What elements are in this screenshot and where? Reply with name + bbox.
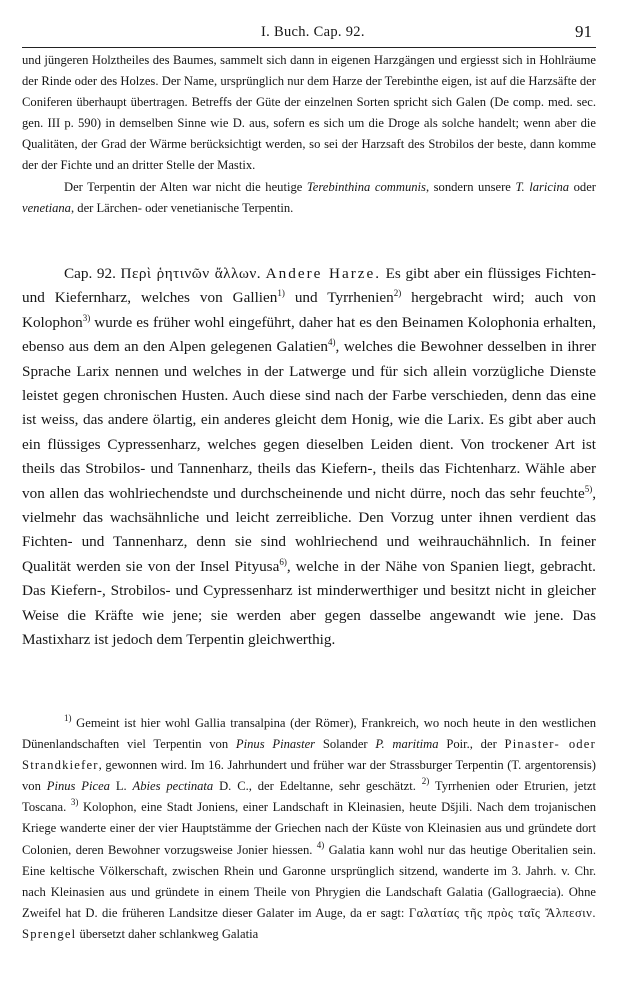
footnote-ref-1: 1) [277,288,285,299]
commentary-paragraph-1: und jüngeren Holztheiles des Baumes, sammelt sich dann in eigenen Harzgängen und ergiesst sich in Hohlräume der Rinde oder des Holzes. Der Name, ursprünglich nur dem Harze der Terebinthe eigen, ist auf die Harzsäfte der Coniferen überhaupt übertragen. Betreffs der Güte der einzelnen Sorten spricht sich Galen (De comp. med. sec. gen. III p. 590) in demselben Sinne wie D. aus, sofern es sich um die Droge als solche handelt; wenn aber die Qualitäten, der Grad der Wärme berücksichtigt werden, so sei der Harzsaft des Strobilos der beste, dann komme der der Fichte und an dritter Stelle der Mastix. [22,53,596,173]
chapter-label: Cap. 92. [64,265,116,282]
footnote-ref-6: 6) [279,556,287,567]
footnote-marker-4: 4) [316,839,325,850]
header-rule [22,47,596,48]
greek-title: Περὶ ῥητινῶν ἄλλων. [120,265,262,282]
chapter-heading: Andere Harze. [265,265,382,282]
chapter-92-text [22,262,596,653]
page-number: 91 [575,22,592,41]
running-title: I. Buch. Cap. 92. [261,24,365,40]
commentary-continuation [22,50,596,219]
footnote-ref-2: 2) [393,288,402,299]
footnotes [22,713,596,945]
footnote-marker-3: 3) [70,797,79,808]
footnote-ref-3: 3) [82,312,91,323]
running-header [22,22,596,44]
commentary-paragraph-2: Der Terpentin der Alten war nicht die heutige Terebinthina communis, sondern unsere T. laricina oder venetiana, der Lärchen- oder venetianische Terpentin. [22,179,596,215]
footnote-marker-1: 1) [64,713,72,723]
footnote-paragraph: $^{1)}$ Gemeint ist hier wohl Gallia transalpina (der Römer), Frankreich, wo noch heute in den westlichen Dünenlandschaften viel Terpentin von Pinus Pinaster Solander P. maritima Poir., der Pinaster- oder Strandkiefer, gewonnen wird. Im 16. Jahrhundert und früher war der Strassburger Terpentin (T. argentorensis) von Pinus Picea L. Abies pectinata D. C., der Edeltanne, sehr geschätzt. $^{2)}$ Tyrrhenien oder Etrurien, jetzt Toscana. $^{3)}$ Kolophon, eine Stadt Joniens, einer Landschaft in Kleinasien, heute Dšjili. Nach dem trojanischen Kriege wanderte einer der vier Hauptstämme der Griechen nach der Küste von Kleinasien aus und gründete dort Colonien, deren Bewohner vorzugsweise Jonier hiessen. $^{4)}$ Galatia kann wohl nur das heutige Oberitalien sein. Eine keltische Völkerschaft, zwischen Rhein und Garonne ursprünglich sitzend, wanderte im 3. Jahrh. v. Chr. nach Kleinasien aus und gründete in einem Theile von Phrygien die Landschaft Galatia (Gallograecia). Ohne Zweifel hat D. die früheren Landsitze dieser Galater im Auge, da er sagt: Γαλατίας τῆς πρὸς ταῖς Ἄλπεσιν. Sprengel übersetzt daher schlankweg Galatia [22,713,596,941]
greek-quote: Γαλατίας τῆς πρὸς ταῖς Ἄλπεσιν. [408,905,596,920]
footnote-marker-2: 2) [421,776,430,787]
chapter-paragraph: Cap. 92. Περὶ ῥητινῶν ἄλλων. Andere Harze. Es gibt aber ein flüssiges Fichten- und Kiefernharz, welches von Gallien$^{1)}$ und Tyrrhenien$^{2)}$ hergebracht wird; auch von Kolophon$^{3)}$ wurde es früher wohl eingeführt, daher hat es den Beinamen Kolophonia erhalten, ebenso aus dem an den Alpen gelegenen Galatien$^{4)}$, welches die Bewohner desselben in ihrer Sprache Larix nennen und welches in der Latwerge und für sich allein vorzügliche Dienste leistet gegen chronischen Husten. Auch diese sind nach der Farbe verschieden, denn das eine ist weiss, das andere ölartig, ein anderes gleicht dem Honig, wie die Larix. Es gibt aber auch ein flüssiges Cypressenharz, welches gegen dieselben Leiden dient. Von trockener Art ist theils das Strobilos- und Tannenharz, theils das Kiefern-, theils das Fichtenharz. Wähle aber von allen das wohlriechendste und durchscheinende und nicht dürre, noch das sehr feuchte$^{5)}$, vielmehr das wachsähnliche und leicht zerreibliche. Den Vorzug unter ihnen verdient das Fichten- und Tannenharz, denn sie sind wohlriechend und weihrauchähnlich. In feiner Qualität werden sie von der Insel Pityusa$^{6)}$, welche in der Nähe von Spanien liegt, gebracht. Das Kiefern-, Strobilos- und Cypressenharz ist minderwerthiger und besitzt nicht in gleicher Weise die Kräfte wie jene; sie werden aber gegen dasselbe angewandt wie jene. Das Mastixharz ist jedoch dem Terpentin gleichwerthig. [22,265,597,649]
footnote-ref-4: 4) [327,337,336,348]
footnote-ref-5: 5) [584,483,593,494]
author-sprengel: Sprengel [22,926,77,941]
